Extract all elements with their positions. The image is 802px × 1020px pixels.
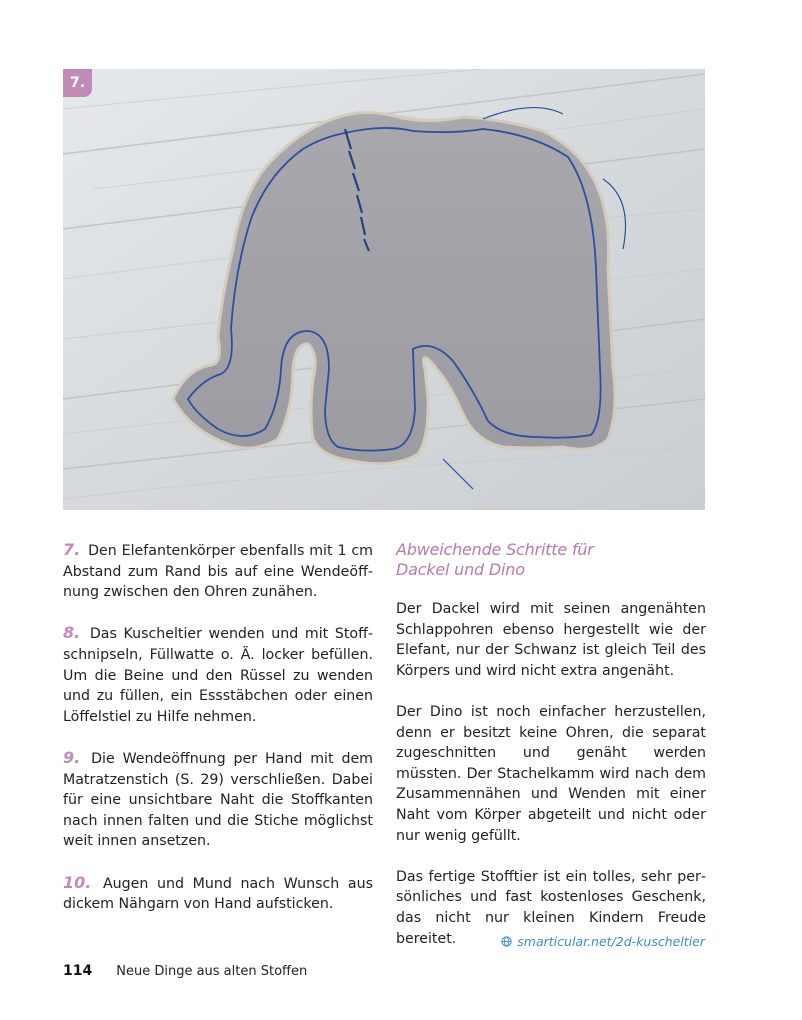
- page-number: 114: [63, 963, 93, 979]
- step-7-paragraph: [63, 540, 373, 603]
- step-number: 9.: [63, 747, 81, 767]
- web-link[interactable]: [501, 934, 705, 949]
- dino-paragraph: Der Dino ist noch einfacher herzustellen, denn er besitzt keine Ohren, die separat zugeschnitten und genäht werden müssten. Der Stachelkamm wird nach dem Zusammennähen und Wenden mit einer Naht vom Körper abgeteilt und nicht oder nur wenig gefüllt.: [396, 703, 706, 844]
- instructions-column: [63, 540, 373, 935]
- step-text: Augen und Mund nach Wunsch aus dickem Nähgarn von Hand aufsticken.: [63, 875, 373, 913]
- page-footer: [63, 963, 307, 979]
- elephant-photo: [63, 69, 705, 510]
- variations-column: [396, 540, 706, 970]
- step-8-paragraph: [63, 623, 373, 727]
- step-number: 10.: [63, 872, 92, 892]
- step-text: Die Wendeöffnung per Hand mit dem Matratzenstich (S. 29) verschließen. Dabei für eine unsichtbare Naht die Stoffkanten nach innen falten und die Stiche möglichst weit innen ansetzen.: [63, 750, 373, 850]
- sewn-elephant-fabric-image: [63, 69, 705, 510]
- dackel-paragraph: Der Dackel wird mit seinen angenähten Schlappohren ebenso hergestellt wie der Elefant, nur der Schwanz ist gleich Teil des Körpers und wird nicht extra angenäht.: [396, 601, 706, 679]
- step-9-paragraph: [63, 748, 373, 852]
- step-number: 8.: [63, 623, 81, 643]
- section-heading: [396, 540, 706, 580]
- step-badge: 7.: [63, 69, 92, 97]
- globe-icon: [501, 936, 512, 947]
- heading-line-2: Dackel und Dino: [396, 560, 525, 579]
- book-title: Neue Dinge aus alten Stoffen: [116, 964, 308, 979]
- step-text: Das Kuscheltier wenden und mit Stoffschnipseln, Füllwatte o. Ä. locker befüllen. Um die Beine und den Rüssel zu wenden und zu füllen, ein Essstäbchen oder einen Löffelstiel zu Hilfe nehmen.: [63, 626, 373, 725]
- step-10-paragraph: [63, 873, 373, 915]
- link-text[interactable]: smarticular.net/2d-kuscheltier: [517, 934, 705, 949]
- step-text: Den Elefantenkörper ebenfalls mit 1 cm Abstand zum Rand bis auf eine Wendeöffnung zwischen den Ohren zunähen.: [63, 543, 373, 601]
- heading-line-1: Abweichende Schritte für: [396, 540, 594, 559]
- gift-paragraph: Das fertige Stofftier ist ein tolles, sehr persönliches und fast kostenloses Geschenk, das nicht nur kleinen Kindern Freude bereitet.: [396, 868, 706, 947]
- step-number: 7.: [63, 540, 81, 559]
